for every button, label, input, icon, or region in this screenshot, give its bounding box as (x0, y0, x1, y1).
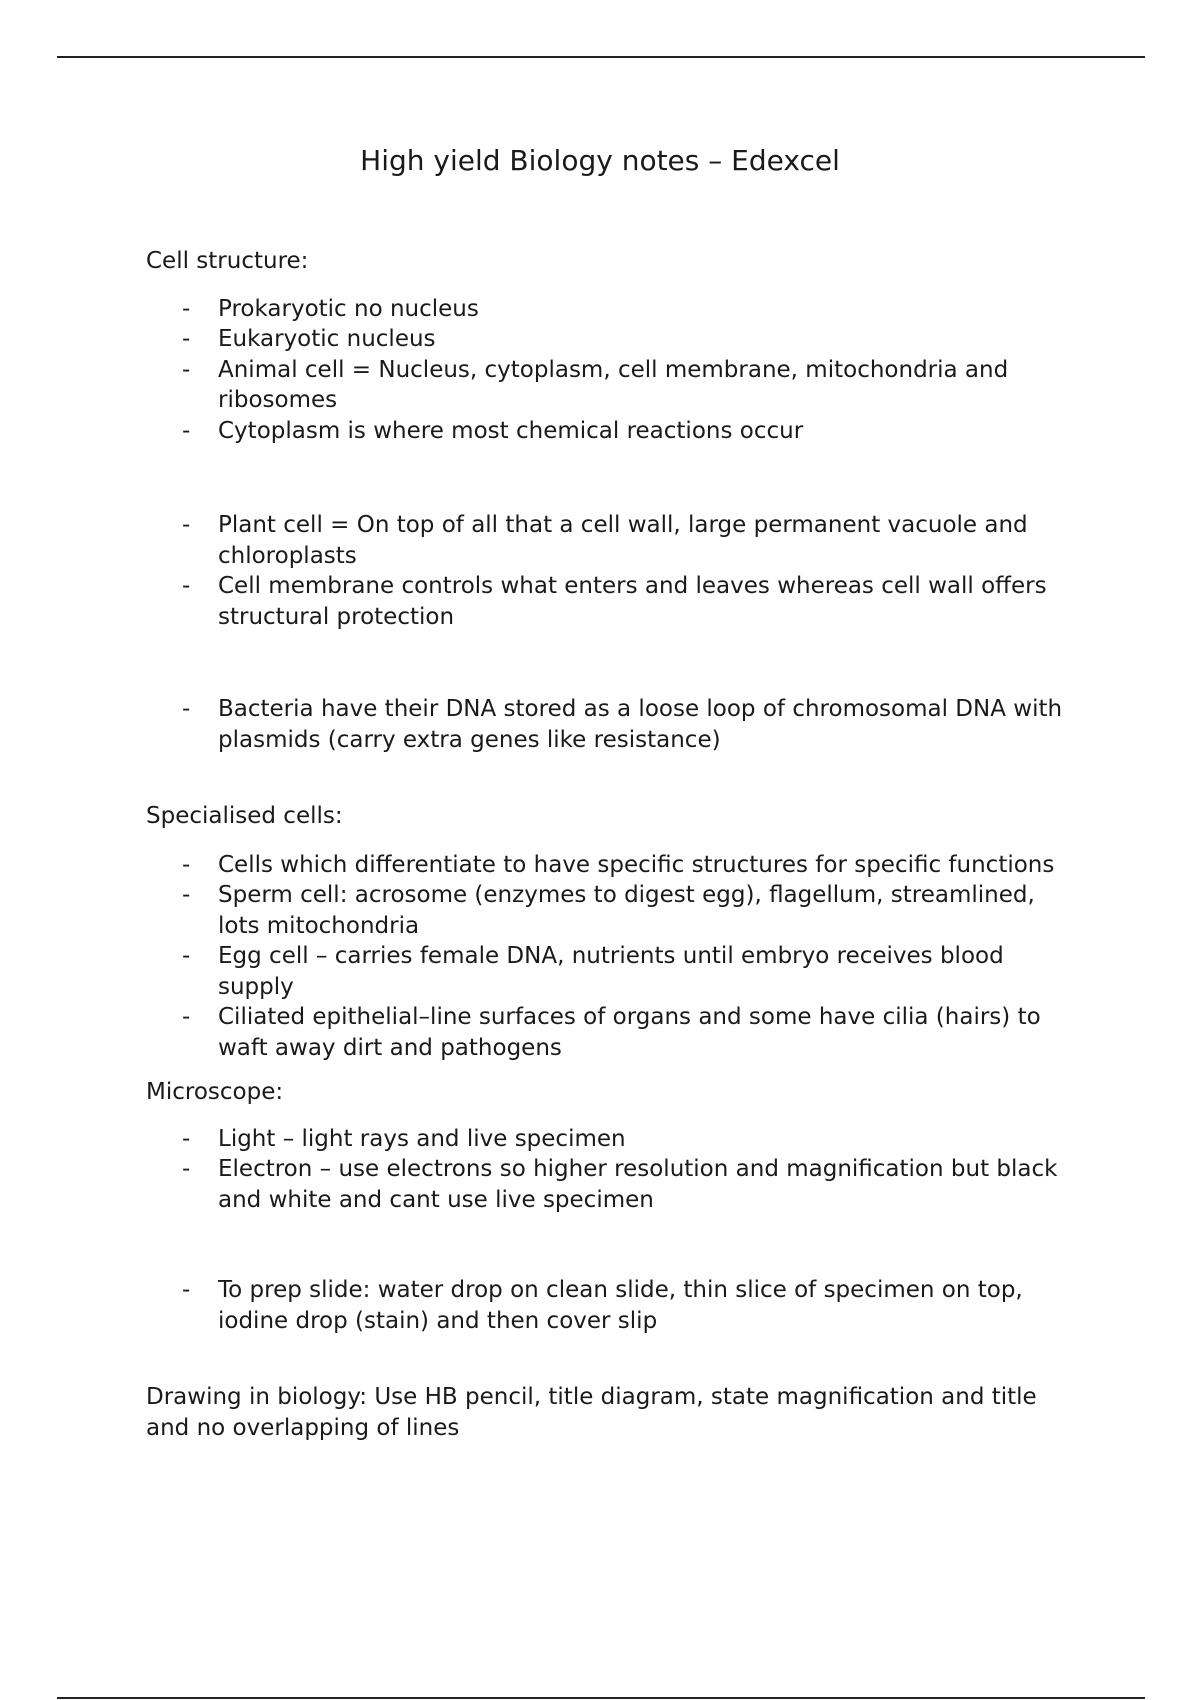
list-item: - Electron – use electrons so higher resolution and magnification but black and white and cant use live specimen (182, 1156, 1058, 1213)
bullet-dash: - (182, 295, 191, 322)
list-item: - Plant cell = On top of all that a cell wall, large permanent vacuole and chloroplasts (182, 512, 1028, 569)
bullet-dash: - (182, 943, 191, 969)
list-item: - Prokaryotic no nucleus (146, 294, 1066, 325)
bullet-dash: - (182, 326, 191, 352)
microscope-list-2 (146, 1275, 1066, 1336)
page-title: High yield Biology notes – Edexcel (360, 144, 840, 177)
list-item: - Egg cell – carries female DNA, nutrients until embryo receives blood supply (182, 943, 1004, 1000)
section-heading-microscope: Microscope: (146, 1079, 284, 1105)
list-item: - Bacteria have their DNA stored as a loose loop of chromosomal DNA with plasmids (carry extra genes like resistance) (182, 696, 1063, 753)
list-item: - Cytoplasm is where most chemical reactions occur (146, 416, 1066, 447)
section-heading-cell-structure: Cell structure: (146, 248, 309, 274)
top-rule (57, 56, 1145, 58)
specialised-cells-list (146, 850, 1066, 1064)
drawing-note: Drawing in biology: Use HB pencil, title diagram, state magnification and title and no overlapping of lines (146, 1384, 1037, 1441)
list-item: - Light – light rays and live specimen (146, 1124, 1066, 1155)
cell-structure-list-3 (146, 694, 1066, 755)
section-heading-specialised-cells: Specialised cells: (146, 803, 343, 829)
cell-structure-list-1 (146, 294, 1066, 447)
bullet-dash: - (182, 417, 191, 444)
list-item: - Ciliated epithelial–line surfaces of organs and some have cilia (hairs) to waft away dirt and pathogens (182, 1004, 1041, 1061)
notes-body (146, 246, 1066, 1443)
bullet-dash: - (182, 1156, 191, 1182)
list-item: - Cells which differentiate to have specific structures for specific functions (146, 850, 1066, 881)
bullet-dash: - (182, 851, 191, 878)
bullet-dash: - (182, 1125, 191, 1152)
bullet-dash: - (182, 696, 191, 722)
bottom-rule (57, 1697, 1145, 1699)
list-item: - Eukaryotic nucleus (146, 324, 1066, 355)
cell-structure-list-2 (146, 510, 1066, 632)
list-item: - To prep slide: water drop on clean slide, thin slice of specimen on top, iodine drop (stain) and then cover slip (182, 1277, 1023, 1334)
microscope-list-1 (146, 1124, 1066, 1216)
bullet-dash: - (182, 882, 191, 908)
list-item: - Sperm cell: acrosome (enzymes to digest egg), flagellum, streamlined, lots mitochondria (182, 882, 1035, 939)
bullet-dash: - (182, 573, 191, 599)
bullet-dash: - (182, 512, 191, 538)
bullet-dash: - (182, 1277, 191, 1303)
list-item: - Cell membrane controls what enters and leaves whereas cell wall offers structural protection (182, 573, 1047, 630)
bullet-dash: - (182, 1004, 191, 1030)
bullet-dash: - (182, 356, 191, 383)
list-item: - Animal cell = Nucleus, cytoplasm, cell membrane, mitochondria and ribosomes (182, 356, 1009, 413)
